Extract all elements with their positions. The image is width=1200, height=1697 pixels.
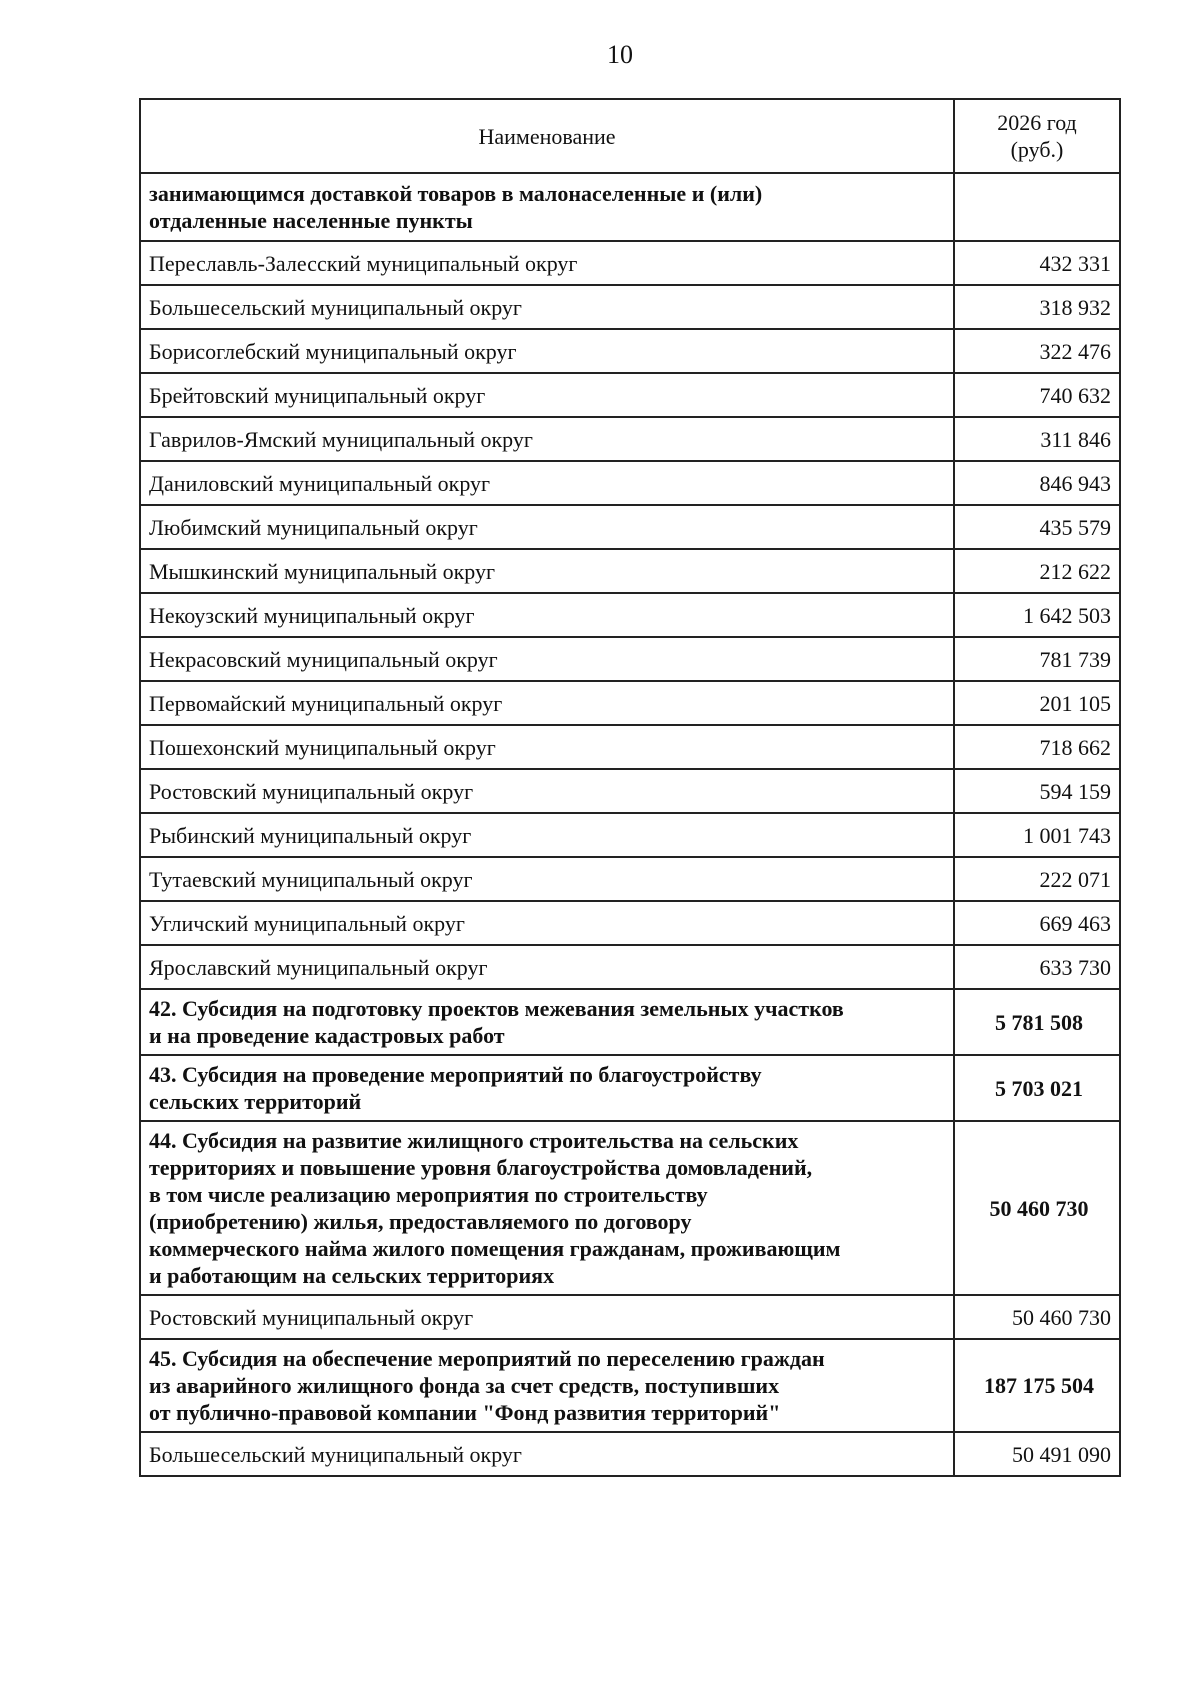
table-row (140, 285, 1120, 329)
table-row (140, 1432, 1120, 1476)
text-line: в том числе реализацию мероприятия по строительству (149, 1182, 708, 1207)
municipality-name: Рыбинский муниципальный округ (140, 813, 954, 857)
municipality-name: Большесельский муниципальный округ (140, 285, 954, 329)
page-number: 10 (607, 40, 633, 69)
header-year-line: 2026 год (997, 110, 1077, 135)
subsidy-total: 50 460 730 (954, 1121, 1120, 1295)
table-row (140, 241, 1120, 285)
municipality-name: Мышкинский муниципальный округ (140, 549, 954, 593)
header-unit-line: (руб.) (1010, 137, 1064, 162)
text-line: 42. Субсидия на подготовку проектов межевания земельных участков (149, 996, 844, 1021)
table-row (140, 373, 1120, 417)
municipality-name: Большесельский муниципальный округ (140, 1432, 954, 1476)
amount-value: 212 622 (954, 549, 1120, 593)
municipality-name: Даниловский муниципальный округ (140, 461, 954, 505)
table-row (140, 857, 1120, 901)
text-line: и работающим на сельских территориях (149, 1263, 555, 1288)
amount-value: 318 932 (954, 285, 1120, 329)
text-line: 45. Субсидия на обеспечение мероприятий по переселению граждан (149, 1346, 825, 1371)
continuation-text (140, 173, 954, 241)
municipality-name: Пошехонский муниципальный округ (140, 725, 954, 769)
subsidy-title (140, 1121, 954, 1295)
municipality-name: Ярославский муниципальный округ (140, 945, 954, 989)
municipality-name: Угличский муниципальный округ (140, 901, 954, 945)
text-line: от публично-правовой компании "Фонд развития территорий" (149, 1400, 781, 1425)
municipality-name: Первомайский муниципальный округ (140, 681, 954, 725)
table-row (140, 945, 1120, 989)
municipality-name: Брейтовский муниципальный округ (140, 373, 954, 417)
table-body (140, 173, 1120, 1476)
table-row (140, 505, 1120, 549)
subsidy-total: 5 781 508 (954, 989, 1120, 1055)
municipality-name: Гаврилов-Ямский муниципальный округ (140, 417, 954, 461)
table-row (140, 1295, 1120, 1339)
text-line: (приобретению) жилья, предоставляемого по договору (149, 1209, 692, 1234)
table-row (140, 549, 1120, 593)
amount-value: 222 071 (954, 857, 1120, 901)
text-line: и на проведение кадастровых работ (149, 1023, 505, 1048)
subsidy-row-45 (140, 1339, 1120, 1432)
municipality-name: Переславль-Залесский муниципальный округ (140, 241, 954, 285)
text-line: территориях и повышение уровня благоустройства домовладений, (149, 1155, 813, 1180)
amount-value: 1 001 743 (954, 813, 1120, 857)
subsidy-total: 187 175 504 (954, 1339, 1120, 1432)
table-row (140, 329, 1120, 373)
table-row (140, 417, 1120, 461)
amount-value: 740 632 (954, 373, 1120, 417)
municipality-name: Некоузский муниципальный округ (140, 593, 954, 637)
continuation-row (140, 173, 1120, 241)
subsidy-row-44 (140, 1121, 1120, 1295)
table-row (140, 813, 1120, 857)
municipality-name: Ростовский муниципальный округ (140, 769, 954, 813)
table-header-row (140, 99, 1120, 173)
table-row (140, 901, 1120, 945)
column-header-name: Наименование (140, 99, 954, 173)
table-row (140, 461, 1120, 505)
table-row (140, 593, 1120, 637)
subsidy-row-43 (140, 1055, 1120, 1121)
amount-value: 50 460 730 (954, 1295, 1120, 1339)
amount-value: 633 730 (954, 945, 1120, 989)
subsidy-title (140, 989, 954, 1055)
amount-value: 846 943 (954, 461, 1120, 505)
amount-value: 435 579 (954, 505, 1120, 549)
municipality-name: Некрасовский муниципальный округ (140, 637, 954, 681)
municipality-name: Борисоглебский муниципальный округ (140, 329, 954, 373)
amount-value: 322 476 (954, 329, 1120, 373)
subsidy-total: 5 703 021 (954, 1055, 1120, 1121)
text-line: отдаленные населенные пункты (149, 208, 473, 233)
amount-value: 201 105 (954, 681, 1120, 725)
amount-value: 669 463 (954, 901, 1120, 945)
amount-value: 50 491 090 (954, 1432, 1120, 1476)
continuation-value (954, 173, 1120, 241)
amount-value: 718 662 (954, 725, 1120, 769)
amount-value: 781 739 (954, 637, 1120, 681)
amount-value: 1 642 503 (954, 593, 1120, 637)
amount-value: 432 331 (954, 241, 1120, 285)
text-line: 44. Субсидия на развитие жилищного строительства на сельских (149, 1128, 799, 1153)
table-row (140, 725, 1120, 769)
text-line: занимающимся доставкой товаров в малонаселенные и (или) (149, 181, 763, 206)
text-line: коммерческого найма жилого помещения гражданам, проживающим (149, 1236, 841, 1261)
text-line: сельских территорий (149, 1089, 362, 1114)
municipality-name: Любимский муниципальный округ (140, 505, 954, 549)
budget-table (139, 98, 1121, 1477)
column-header-year (954, 99, 1120, 173)
text-line: из аварийного жилищного фонда за счет средств, поступивших (149, 1373, 780, 1398)
municipality-name: Тутаевский муниципальный округ (140, 857, 954, 901)
amount-value: 594 159 (954, 769, 1120, 813)
amount-value: 311 846 (954, 417, 1120, 461)
table-row (140, 769, 1120, 813)
subsidy-title (140, 1339, 954, 1432)
subsidy-row-42 (140, 989, 1120, 1055)
table-row (140, 637, 1120, 681)
text-line: 43. Субсидия на проведение мероприятий по благоустройству (149, 1062, 762, 1087)
table-row (140, 681, 1120, 725)
municipality-name: Ростовский муниципальный округ (140, 1295, 954, 1339)
subsidy-title (140, 1055, 954, 1121)
